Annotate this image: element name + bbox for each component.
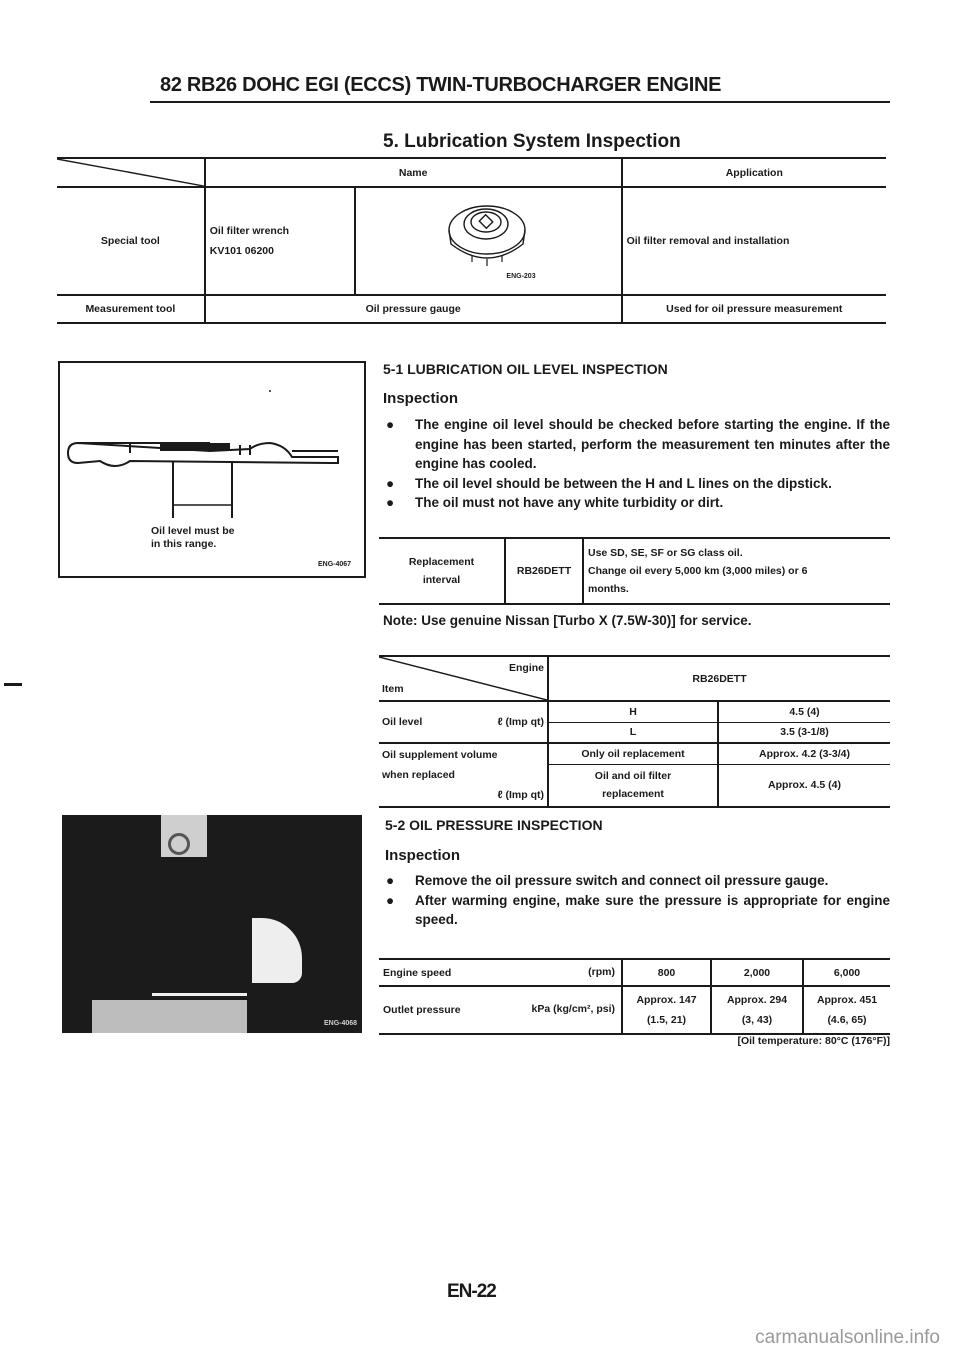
oil-level-label: Oil level: [382, 716, 423, 728]
only-oil-value: Approx. 4.2 (3-3/4): [718, 743, 890, 764]
list-item: [383, 871, 890, 891]
speed-value: 2,000: [711, 959, 803, 986]
level-l-value: 3.5 (3-1/8): [718, 722, 890, 743]
bullet-icon: ●: [386, 417, 395, 432]
photo-fitting: [168, 833, 190, 855]
figure-code: ENG-4067: [318, 561, 352, 568]
tool-name-cell: [205, 187, 356, 295]
bullet-icon: ●: [386, 873, 395, 888]
bullet-text: The engine oil level should be checked before starting the engine. If the engine has been started, perform the measurement ten minutes after the engine has cooled.: [415, 417, 890, 471]
tool-category: Special tool: [57, 187, 205, 295]
table-row: [57, 295, 886, 323]
bullet-icon: ●: [386, 495, 395, 510]
speed-label-cell: [379, 959, 622, 986]
caption-line: Oil level must be: [151, 525, 235, 537]
tool-application: Oil filter removal and installation: [622, 187, 886, 295]
spec-line: Change oil every 5,000 km (3,000 miles) or 6: [588, 565, 808, 577]
caption-line: in this range.: [151, 538, 217, 550]
photo-gauge: [252, 918, 302, 983]
oil-level-table: [379, 655, 890, 808]
list-item: [383, 891, 890, 930]
figure-code: ENG-203: [506, 273, 536, 280]
page-header: 82 RB26 DOHC EGI (ECCS) TWIN-TURBOCHARGER ENGINE: [160, 74, 722, 96]
table-corner-cell: [379, 656, 548, 701]
label-line: when replaced: [382, 769, 455, 781]
list-item: [383, 415, 890, 474]
oil-filter-wrench-icon: [444, 200, 534, 272]
replacement-interval-table: [379, 537, 890, 605]
tool-figure-cell: [355, 187, 621, 295]
table-row: [379, 959, 890, 986]
diagonal-line: [57, 159, 204, 186]
photo-line: [152, 993, 247, 996]
replacement-label-cell: [379, 538, 505, 604]
tool-name: Oil pressure gauge: [205, 295, 622, 323]
bullet-text: The oil level should be between the H and L lines on the dipstick.: [415, 475, 832, 491]
dipstick-figure: [58, 361, 366, 578]
pressure-label-cell: [379, 986, 622, 1034]
oil-filter-label-cell: [548, 764, 718, 807]
oil-pressure-table: [379, 958, 890, 1035]
subheading-inspection: Inspection: [383, 390, 459, 407]
supplement-label-cell: [379, 743, 548, 807]
oil-pressure-bullets: [383, 871, 890, 930]
oil-level-label-cell: [379, 701, 548, 743]
temperature-note: [Oil temperature: 80°C (176°F)]: [737, 1035, 890, 1047]
label-line: interval: [422, 574, 461, 586]
tool-part-number: KV101 06200: [209, 245, 274, 257]
bullet-text: The oil must not have any white turbidity or dirt.: [415, 495, 724, 510]
column-header-name: Name: [205, 158, 622, 187]
oil-pressure-gauge-photo: [62, 815, 362, 1033]
speed-value: 800: [622, 959, 711, 986]
spec-line: months.: [588, 583, 629, 595]
photo-hose: [92, 1000, 247, 1033]
label-line: replacement: [602, 788, 664, 801]
figure-code: ENG-4068: [324, 1020, 358, 1027]
pressure-label: Outlet pressure: [383, 1004, 461, 1016]
label-line: Replacement: [408, 556, 475, 568]
section-heading-oil-level: 5-1 LUBRICATION OIL LEVEL INSPECTION: [383, 361, 668, 377]
section-heading-oil-pressure: 5-2 OIL PRESSURE INSPECTION: [385, 817, 603, 833]
special-tool-table: [57, 157, 886, 324]
column-header-application: Application: [622, 158, 886, 187]
table-corner-cell: [57, 158, 205, 187]
bullet-text: Remove the oil pressure switch and connect oil pressure gauge.: [415, 873, 829, 888]
oil-filter-value: Approx. 4.5 (4): [718, 764, 890, 807]
oil-level-bullets: [383, 415, 890, 513]
value-line: Approx. 294: [726, 994, 788, 1006]
unit-label: kPa (kg/cm², psi): [531, 1003, 615, 1015]
service-note: Note: Use genuine Nissan [Turbo X (7.5W-30)] for service.: [383, 613, 752, 628]
speed-value: 6,000: [803, 959, 890, 986]
unit-label: ℓ (Imp qt): [497, 716, 544, 728]
section-title: 5. Lubrication System Inspection: [383, 131, 681, 152]
engine-model: RB26DETT: [548, 656, 890, 701]
watermark: carmanualsonline.info: [755, 1327, 940, 1348]
value-line: Approx. 451: [816, 994, 878, 1006]
corner-label-item: Item: [382, 683, 404, 695]
only-oil-label: Only oil replacement: [548, 743, 718, 764]
pressure-value: [622, 986, 711, 1034]
value-line: (1.5, 21): [646, 1014, 687, 1026]
label-line: Oil and oil filter: [594, 770, 672, 783]
margin-mark: [4, 683, 22, 686]
page-number: EN-22: [447, 1281, 496, 1302]
list-item: [383, 493, 890, 513]
value-line: (3, 43): [741, 1014, 773, 1026]
table-row: [57, 187, 886, 295]
unit-label: ℓ (Imp qt): [497, 789, 544, 801]
engine-model: RB26DETT: [505, 538, 583, 604]
bullet-text: After warming engine, make sure the pressure is appropriate for engine speed.: [415, 892, 890, 927]
level-l-label: L: [548, 722, 718, 743]
value-line: (4.6, 65): [827, 1014, 867, 1026]
unit-label: (rpm): [588, 966, 615, 978]
pressure-value: [803, 986, 890, 1034]
table-row: [379, 986, 890, 1034]
tool-application: Used for oil pressure measurement: [622, 295, 886, 323]
corner-label-engine: Engine: [508, 662, 544, 674]
value-line: Approx. 147: [636, 994, 697, 1006]
label-line: Oil supplement volume: [382, 749, 498, 761]
tool-category: Measurement tool: [57, 295, 205, 323]
subheading-inspection: Inspection: [385, 847, 461, 864]
dipstick-caption: [151, 525, 234, 551]
speed-label: Engine speed: [383, 966, 452, 979]
level-h-value: 4.5 (4): [718, 701, 890, 722]
replacement-spec-cell: [583, 538, 890, 604]
tool-name: Oil filter wrench: [209, 225, 290, 237]
bullet-icon: ●: [386, 475, 395, 491]
level-h-label: H: [548, 701, 718, 722]
pressure-value: [711, 986, 803, 1034]
header-rule: [150, 101, 890, 103]
bullet-icon: ●: [386, 892, 395, 908]
list-item: [383, 474, 890, 494]
spec-line: Use SD, SE, SF or SG class oil.: [588, 547, 743, 559]
